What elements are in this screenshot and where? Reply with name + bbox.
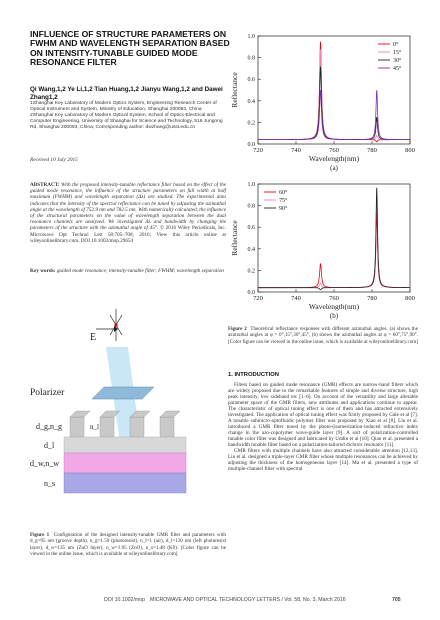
series-line-0 — [258, 42, 410, 142]
legend-entry: 15° — [393, 50, 402, 57]
y-tick-label: 0.6 — [247, 225, 255, 232]
abstract-copyright: © 2016 Wiley Periodicals, Inc. Microwave Opt Technol Lett 58:705–708, 2016; View this article online at wileyonlinelibrary.com. DOI 10.1002/mop.29654 — [30, 225, 226, 244]
x-tick-label: 760 — [329, 147, 339, 154]
reflectance-chart-b — [228, 176, 418, 322]
footer-journal: MICROWAVE AND OPTICAL TECHNOLOGY LETTERS / Vol. 58, No. 3, March 2016 — [150, 597, 346, 603]
reflectance-chart-a — [228, 28, 418, 174]
y-tick-label: 0.8 — [247, 203, 255, 210]
y-tick-label: 0.4 — [247, 246, 255, 253]
abstract-text: With the proposed intensity-tunable reflectance filter based on the effect of the guided mode resonance, the influence of the structure parameters on full width at half maximum (FWHM) and wavelength separation (Δλ) are studied. The experimental data indicates that the intensity of the spectral reflectance can be tuned by adjusting the azimuthal angle at the wavelength of 752.9 nm and 782.5 nm. With numerically calculated, the influence of the structural parameters on the value of wavelength separation between the dual resonance channels are analyzed. We investigated Δλ and bandwidth by changing the parameters of the structure with the azimuthal angle of 45°. — [30, 182, 227, 232]
abstract — [30, 182, 226, 244]
introduction-heading: 1. INTRODUCTION — [228, 372, 279, 378]
y-tick-label: 0.4 — [247, 98, 255, 105]
y-tick-label: 1.0 — [247, 34, 255, 40]
article-title: INFLUENCE OF STRUCTURE PARAMETERS ON FWHM AND WAVELENGTH SEPARATION BASED ON INTENSITY-TUNABLE GUIDED MODE RESONANCE FILTER — [30, 29, 230, 68]
received-date: Received 10 July 2015 — [30, 157, 78, 163]
x-axis-label: Wavelength(nm) — [308, 302, 360, 311]
label-ns: n_s — [44, 479, 56, 488]
legend-entry: 75° — [279, 198, 288, 205]
x-tick-label: 740 — [291, 295, 301, 302]
label-dw-nw: d_w,n_w — [30, 459, 60, 468]
figure-1-label: Figure 1 — [30, 532, 50, 538]
y-tick-label: 0.0 — [247, 290, 255, 296]
figure-1-diagram — [30, 295, 226, 527]
x-axis-label: Wavelength(nm) — [308, 154, 360, 163]
y-tick-label: 1.0 — [247, 182, 255, 188]
x-tick-label: 780 — [367, 147, 377, 154]
figure-2-label: Figure 2 — [228, 326, 247, 332]
x-tick-label: 800 — [405, 147, 415, 154]
figure-1-text: Configuration of the designed intensity-tunable GMR filter and parameters with d_g=95 nm (groove depth), n_g=1.59 (photoresist), n_l=1 (air), d_l=130 nm (left photoresist layer), d_w=135 nm (ZnO layer), n_w=1.95 (ZnO), n_s=1.48 (K9). [Color figure can be viewed in the online issue, which is available at wileyonlinelibrary.com] — [30, 532, 226, 557]
label-dl: d_l — [44, 441, 55, 450]
series-line-1 — [258, 49, 410, 139]
legend-entry: 45° — [393, 66, 402, 73]
y-tick-label: 0.8 — [247, 55, 255, 62]
left-photoresist-layer — [64, 437, 186, 453]
author-list: Qi Wang,1,2 Ye Li,1,2 Tian Huang,1,2 Jianyu Wang,1,2 and Dawei Zhang1,2 — [30, 86, 223, 101]
legend-entry: 60° — [279, 190, 288, 197]
label-dg-ng: d_g,n_g — [36, 422, 62, 431]
legend-entry: 90° — [279, 206, 288, 213]
panel-label: (a) — [330, 164, 338, 172]
field-label: E — [90, 332, 97, 343]
introduction-body — [228, 382, 418, 472]
zno-layer — [64, 453, 186, 473]
label-nl: n_l — [90, 423, 99, 431]
legend-entry: 0° — [393, 42, 399, 49]
y-tick-label: 0.2 — [247, 268, 255, 275]
affiliations — [30, 101, 226, 131]
series-line-2 — [258, 66, 410, 139]
keywords-label: Key words: — [30, 268, 56, 274]
intro-paragraph: Filters based on guided mode resonance (GMR) effects are narrow-band filters which are widely proposed due to the remarkable features of simple and diverse structure, high peak intensity, low sideband etc [1–6]. On account of the versatility and large alterable parameter space of the GMR filters, new attributes and applications continue to appear. The characteristic of optical tuning effect is one of them and has attracted extensively investigated. The application of optical tuning effect was firstly proposed by Gale et al [7]. A tunable submicro-optofluidic polymer filter was proposed by Xiao et al [8]. Liu et al. introduced a GMR filter tuned by the photo-(isomerization-induced refractive index change in the azo-copolymer wave-guide layer [9]. A sort of polarization-controlled tunable color filter was designed and fabricated by Uddin et al [10]. Qian et al. presented a bandwidth tunable filter based on a polarization-tailored dichroic resonator [11]. — [228, 382, 418, 448]
y-axis-label: Reflectance — [230, 220, 239, 256]
intro-paragraph: GMR filters with multiple channels have also attracted considerable attention [12,13]. Liu et al. designed a triple-layer GMR filter whose multiple resonances can be achieved by adjusting the thickness of the homogeneous layer [14]. Ma et al. presented a type of multiple-channel filter with spectral — [228, 448, 418, 472]
figure-2-caption — [228, 326, 418, 345]
series-line-3 — [258, 90, 410, 140]
x-tick-label: 740 — [291, 147, 301, 154]
polarizer-plate — [92, 387, 154, 399]
x-tick-label: 800 — [405, 295, 415, 302]
y-tick-label: 0.0 — [247, 142, 255, 148]
affiliation-2: 2Shanghai Key Laboratory of Modern Optical System, School of Optics-Electrical and Computer Engineering, University of Shanghai for Science and Technology, 516 Jungong Rd, Shanghai 200093, China; Corresponding author: dwzhang@usst.edu.cn — [30, 113, 223, 131]
x-tick-label: 760 — [329, 295, 339, 302]
affiliation-1: 1Shanghai Key Laboratory of Modern Optics System, Engineering Research Center of Optical Instrument and System, Ministry of Education, Shanghai 200093, China — [30, 101, 217, 113]
figure-1-caption — [30, 532, 226, 557]
panel-label: (b) — [329, 312, 339, 320]
figure-2-text: Theoretical reflectance responses with different azimuthal angles. (a) shows the azimuthal angles at φ = 0°,15°,30°,45°, (b) shows the azimuthal angles at φ = 60°,75°,90°. [Color figure can be viewed in the online issue, which is available at wileyonlinelibrary.com] — [228, 326, 418, 345]
x-tick-label: 780 — [367, 295, 377, 302]
legend-entry: 30° — [393, 58, 402, 65]
field-origin-dot — [114, 323, 117, 326]
y-axis-label: Reflectance — [230, 72, 239, 108]
series-line-0 — [258, 212, 410, 287]
y-tick-label: 0.2 — [247, 120, 255, 127]
keywords-text: guided mode resonance; intensity-tunable filter; FWHM; wavelength separation — [56, 268, 224, 274]
polarizer-label: Polarizer — [30, 388, 65, 398]
footer-doi: DOI 10.1002/mop — [104, 597, 145, 603]
footer-page-number: 705 — [392, 597, 401, 603]
abstract-label: ABSTRACT: — [30, 182, 60, 188]
x-tick-label: 720 — [253, 147, 263, 154]
y-tick-label: 0.6 — [247, 77, 255, 84]
x-tick-label: 720 — [253, 295, 263, 302]
substrate-layer — [64, 473, 186, 493]
keywords — [30, 268, 226, 274]
